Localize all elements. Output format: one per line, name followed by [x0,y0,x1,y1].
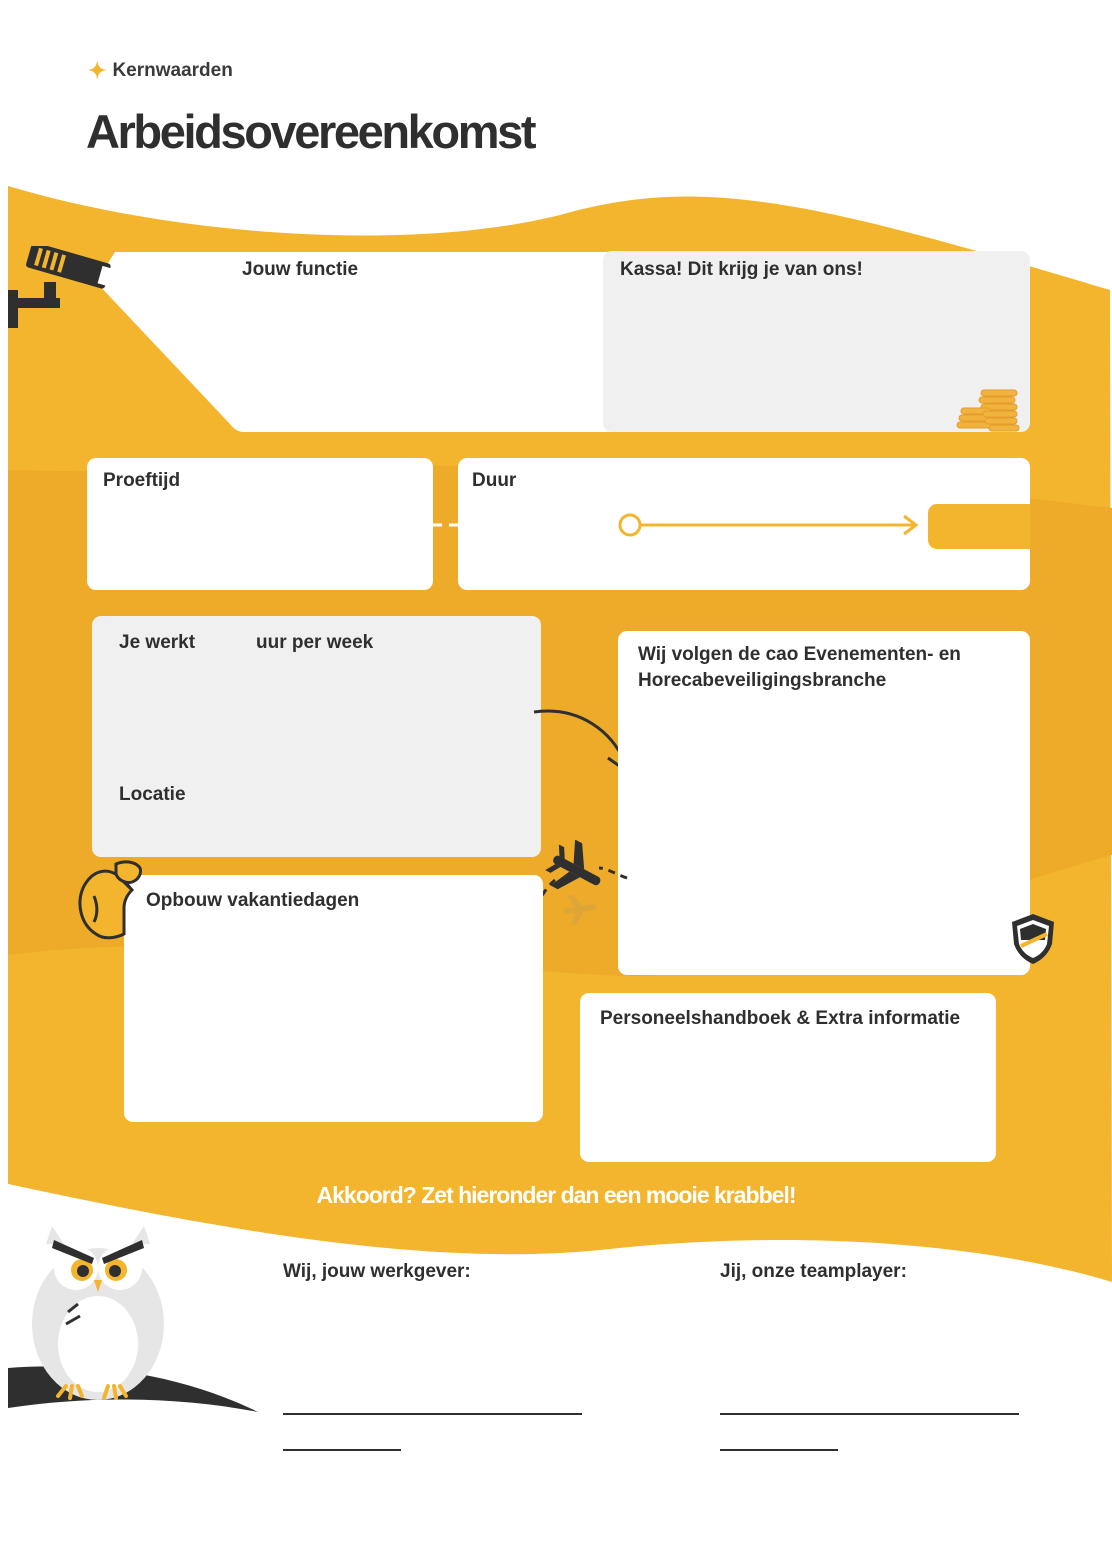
hours-prefix-label: Je werkt [119,632,196,653]
employer-date-line[interactable] [283,1449,401,1451]
handbook-label: Personeelshandboek & Extra informatie [600,1008,961,1029]
cao-label-line1: Wij volgen de cao Evenementen- en [638,644,961,665]
salary-label: Kassa! Dit krijg je van ons! [620,259,863,280]
employee-date-line[interactable] [720,1449,838,1451]
flexed-arm-icon [72,856,146,944]
duration-end-tab [928,504,1030,549]
location-label: Locatie [119,784,186,805]
timeline-arrow-icon [616,510,926,540]
employee-label: Jij, onze teamplayer: [720,1261,907,1282]
page-title: Arbeidsovereenkomst [86,105,535,158]
sparkle-icon: ✦ [88,58,107,83]
employee-signature-line[interactable] [720,1413,1019,1415]
connector-dashes [433,520,459,530]
owl-mascot-icon [6,1212,262,1420]
vacation-label: Opbouw vakantiedagen [146,890,360,911]
cao-label-line2: Horecabeveiligingsbranche [638,670,887,691]
probation-label: Proeftijd [103,470,181,491]
hours-suffix-label: uur per week [256,632,374,653]
function-label: Jouw functie [242,259,359,280]
employer-label: Wij, jouw werkgever: [283,1261,471,1282]
shield-icon [1007,910,1059,968]
signature-call-to-action: Akkoord? Zet hieronder dan een mooie krabbel! [316,1182,796,1208]
security-camera-icon [6,246,114,330]
duration-label: Duur [472,470,517,491]
coin-stack-icon [953,388,1023,432]
employer-signature-line[interactable] [283,1413,582,1415]
brand-name: Kernwaarden [112,60,233,81]
